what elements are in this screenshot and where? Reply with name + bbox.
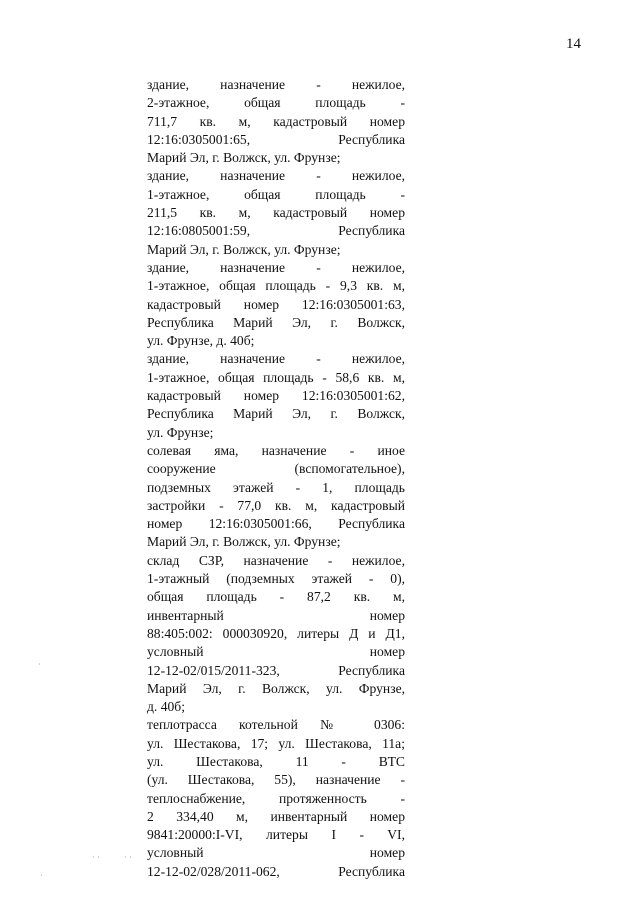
scan-artifact: · — [38, 660, 41, 669]
text-line: Марий Эл, г. Волжск, ул. Фрунзе; — [147, 534, 341, 550]
text-line: здание, назначение - нежилое, — [147, 168, 405, 184]
text-line: ул. Шестакова, 11 - ВТС — [147, 753, 405, 769]
text-line: теплотрасса котельной № 0306: — [147, 717, 405, 733]
text-line: 12-12-02/028/2011-062, Республика — [147, 863, 405, 879]
text-line: Марий Эл, г. Волжск, ул. Фрунзе; — [147, 241, 341, 257]
text-line: условный номер — [147, 845, 405, 861]
text-line: кадастровый номер 12:16:0305001:63, — [147, 296, 405, 312]
document-body — [147, 76, 405, 881]
text-line: ул. Шестакова, 17; ул. Шестакова, 11а; — [147, 735, 405, 751]
text-line: инвентарный номер — [147, 607, 405, 623]
text-line: 12:16:0805001:59, Республика — [147, 223, 405, 239]
text-line: 211,5 кв. м, кадастровый номер — [147, 205, 405, 221]
text-line: 2 334,40 м, инвентарный номер — [147, 808, 405, 824]
scan-artifact: · — [40, 871, 43, 880]
text-line: (ул. Шестакова, 55), назначение - — [147, 772, 405, 788]
scan-artifact: · · — [92, 853, 100, 862]
text-line: застройки - 77,0 кв. м, кадастровый — [147, 497, 405, 513]
text-line: солевая яма, назначение - иное — [147, 442, 405, 458]
text-line: 2-этажное, общая площадь - — [147, 95, 405, 111]
text-line: ул. Фрунзе, д. 40б; — [147, 333, 255, 349]
text-line: ул. Фрунзе; — [147, 424, 214, 440]
text-line: здание, назначение - нежилое, — [147, 351, 405, 367]
text-line: 711,7 кв. м, кадастровый номер — [147, 113, 405, 129]
text-line: Республика Марий Эл, г. Волжск, — [147, 314, 405, 330]
text-line: 1-этажное, общая площадь - — [147, 186, 405, 202]
page-number: 14 — [566, 36, 581, 52]
text-line: теплоснабжение, протяженность - — [147, 790, 405, 806]
text-line: 1-этажное, общая площадь - 58,6 кв. м, — [147, 369, 405, 385]
text-line: кадастровый номер 12:16:0305001:62, — [147, 388, 405, 404]
text-line: общая площадь - 87,2 кв. м, — [147, 589, 405, 605]
text-line: 1-этажный (подземных этажей - 0), — [147, 571, 405, 587]
text-line: Марий Эл, г. Волжск, ул. Фрунзе, — [147, 680, 405, 696]
text-line: 1-этажное, общая площадь - 9,3 кв. м, — [147, 278, 405, 294]
scan-artifact: · · — [124, 853, 132, 862]
text-line: склад СЗР, назначение - нежилое, — [147, 552, 405, 568]
text-line: Марий Эл, г. Волжск, ул. Фрунзе; — [147, 150, 341, 166]
text-line: Республика Марий Эл, г. Волжск, — [147, 406, 405, 422]
text-line: 12:16:0305001:65, Республика — [147, 131, 405, 147]
text-line: здание, назначение - нежилое, — [147, 77, 405, 92]
text-line: здание, назначение - нежилое, — [147, 259, 405, 275]
text-line: сооружение (вспомогательное), — [147, 461, 405, 477]
text-line: д. 40б; — [147, 699, 186, 715]
text-line: 12-12-02/015/2011-323, Республика — [147, 662, 405, 678]
text-line: 88:405:002: 000030920, литеры Д и Д1, — [147, 625, 405, 641]
text-line: условный номер — [147, 644, 405, 660]
text-line: 9841:20000:I-VI, литеры I - VI, — [147, 827, 405, 843]
text-line: подземных этажей - 1, площадь — [147, 479, 405, 495]
text-line: номер 12:16:0305001:66, Республика — [147, 516, 405, 532]
